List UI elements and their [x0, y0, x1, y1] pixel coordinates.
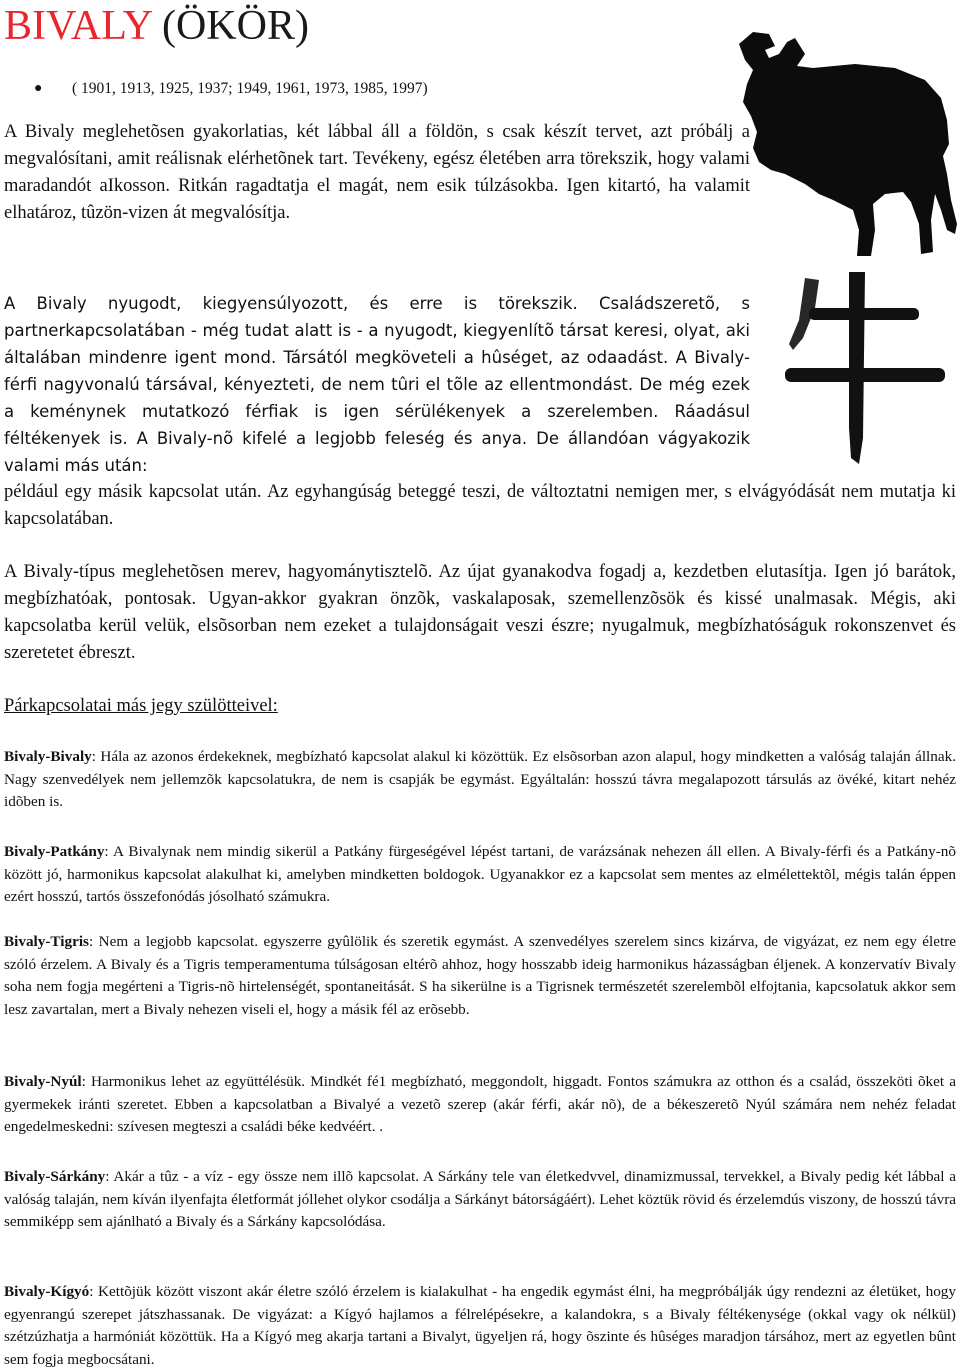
- relation-label: Bivaly-Tigris: [4, 933, 89, 950]
- relation-text: : A Bivalynak nem mindig sikerül a Patkány fürgeségével lépést tartani, de varázsának nehezen áll ellen. A Bivaly-férfi és a Patkány-nõ között jó, harmonikus kapcsolat alakulhat ki, amelyben mindketten boldogok. Ugyanakkor ez a kapcsolat sem mentes az elmélettektõl, mégis talán éppen ezért hosszú, tartós összefonódás jósolható számukra.: [4, 843, 956, 906]
- chinese-ox-character-image: [775, 268, 955, 468]
- intro-paragraph: A Bivaly meglehetõsen gyakorlatias, két lábbal áll a földön, s csak készít tervet, azt próbálj a megvalósítani, amit reálisnak elérhetõnek tart. Tevékeny, egész életében arra törekszik, hogy valami maradandót aIkosson. Ritkán ragadtatja el magát, nem esik túlzásokba. Igen kitartó, ha valamit elhatároz, tûzön-vizen át megvalósítja.: [4, 122, 750, 223]
- years-text: ( 1901, 1913, 1925, 1937; 1949, 1961, 1973, 1985, 1997): [72, 80, 428, 97]
- relation-entry: [4, 1071, 956, 1139]
- relation-text: : Harmonikus lehet az együttélésük. Mindkét fé1 megbízható, meggondolt, higgadt. Fontos számukra az otthon és a család, összeköti õket a gyermekek iránti szeretet. Ebben a kapcsolatban a Bivalyé a vezetõ szerep (akár férfi, akár nõ), de a békeszeretõ Nyúl számára nem nehéz feladat engedelmeskedni: szívesen megteszi a családi béke kedvéért. .: [4, 1073, 956, 1136]
- relation-label: Bivaly-Kígyó: [4, 1283, 90, 1300]
- years-list-item: [34, 78, 428, 100]
- relation-entry: [4, 1281, 956, 1371]
- ox-icon: [735, 24, 960, 262]
- page-title: [4, 0, 309, 52]
- relation-label: Bivaly-Sárkány: [4, 1168, 106, 1185]
- relation-label: Bivaly-Nyúl: [4, 1073, 82, 1090]
- relation-label: Bivaly-Bivaly: [4, 748, 92, 765]
- title-sub: (ÖKÖR): [161, 3, 309, 49]
- chinese-character-icon: [775, 268, 955, 468]
- relation-text: : Nem a legjobb kapcsolat. egyszerre gyûlölik és szeretik egymást. A szenvedélyes szerelem sincs kizárva, de vigyázat, ez nem egy életre szóló érzelem. A Bivaly és a Tigris temperamentuma túlságosan eltérõ ahhoz, hogy hosszabb ideig harmonikus házasságban éljenek. A konzervatív Bivaly soha nem fogja megérteni a Tigris-nõ hirtelenségét, spontaneitását. S ha sikerülne is a Tigrisnek természetét szerelembõl elfojtania, kapcsolatuk akkor sem lesz zavartalan, mert a Bivaly nehezen viseli el, hogy a másik fél az erõsebb.: [4, 933, 956, 1018]
- relation-text: : Hála az azonos érdekeknek, megbízható kapcsolat alakul ki közöttük. Ez elsõsorban azon alapul, hogy mindketten a valóság talaján állnak. Nagy szenvedélyek nem jellemzõk kapcsolatukra, de nem is csapják be egymást. Egyáltalán: hosszú távra megalapozott társulás az övéké, kitart nehéz idõben is.: [4, 748, 956, 811]
- bullet-icon: ●: [34, 81, 43, 96]
- relation-entry: [4, 841, 956, 909]
- relation-text: : Kettõjük között viszont akár életre szóló érzelem is kialakulhat - ha engedik egymást élni, ha megpróbálják úgy rendezni az életüket, hogy egyenrangú szerepet játszhassanak. De vigyázat: a Kígyó hajlamos a félrelépésekre, a kalandokra, s a Bivaly féltékenysége (okkal vagy ok nélkül) szétzúzhatja a harmóniát közöttük. Ha a Kígyó meg akarja tartani a Bivalyt, ügyeljen rá, hogy õszinte és hûséges maradjon társához, mert az egyetlen bûnt sem fogja megbocsátani.: [4, 1283, 956, 1368]
- relation-text: : Akár a tûz - a víz - egy össze nem illõ kapcsolat. A Sárkány tele van életkedvvel, dinamizmussal, tervekkel, a Bivaly pedig két lábbal a valóság talaján, nem kíván ilyenfajta életformát jóllehet olykor csodálja a Sárkányt bátorságáért). Lehet köztük rövid és érzelemdús viszony, de hosszú távra semmiképp sem ajánlható a Bivaly és a Sárkány kapcsolódása.: [4, 1168, 956, 1231]
- ox-silhouette-image: [735, 24, 960, 262]
- relation-entry: [4, 746, 956, 814]
- personality-paragraph-continued: például egy másik kapcsolat után. Az egyhangúság beteggé teszi, de változtatni nemigen mer, s elvágyódását nem mutatja ki kapcsolatában.: [4, 482, 956, 529]
- relation-entry: [4, 1166, 956, 1234]
- personality-paragraph: A Bivaly nyugodt, kiegyensúlyozott, és erre is törekszik. Családszeretõ, s partnerkapcsolatában - még tudat alatt is - a nyugodt, kiegyenlítõ társat keresi, olyat, aki általában mindenre igent mond. Társától megköveteli a hûséget, az odaadást. A Bivaly-férfi nagyvonalú társával, kényezteti, de nem tûri el tõle az ellentmondást. De még ezek a keménynek mutatkozó férfiak is igen sérülékenyek a szerelemben. Ráadásul féltékenyek is. A Bivaly-nõ kifelé a legjobb feleség és anya. De állandóan vágyakozik valami más után:: [4, 294, 750, 475]
- relation-entry: [4, 931, 956, 1021]
- type-paragraph: A Bivaly-típus meglehetõsen merev, hagyománytisztelõ. Az újat gyanakodva fogadj a, kezdetben elutasítja. Igen jó barátok, megbízhatóak, pontosak. Ugyan-akkor gyakran önzõk, vaskalaposak, szemellenzõsök és kissé unalmasak. Mégis, aki kapcsolatba kerül velük, elsõsorban nem ezeket a tulajdonságait veszi észre; nyugalmuk, megbízhatóságuk rokonszenvet és szeretetet ébreszt.: [4, 562, 956, 663]
- relations-heading: Párkapcsolatai más jegy szülötteivel:: [4, 696, 278, 716]
- relation-label: Bivaly-Patkány: [4, 843, 105, 860]
- title-main: BIVALY: [4, 3, 152, 49]
